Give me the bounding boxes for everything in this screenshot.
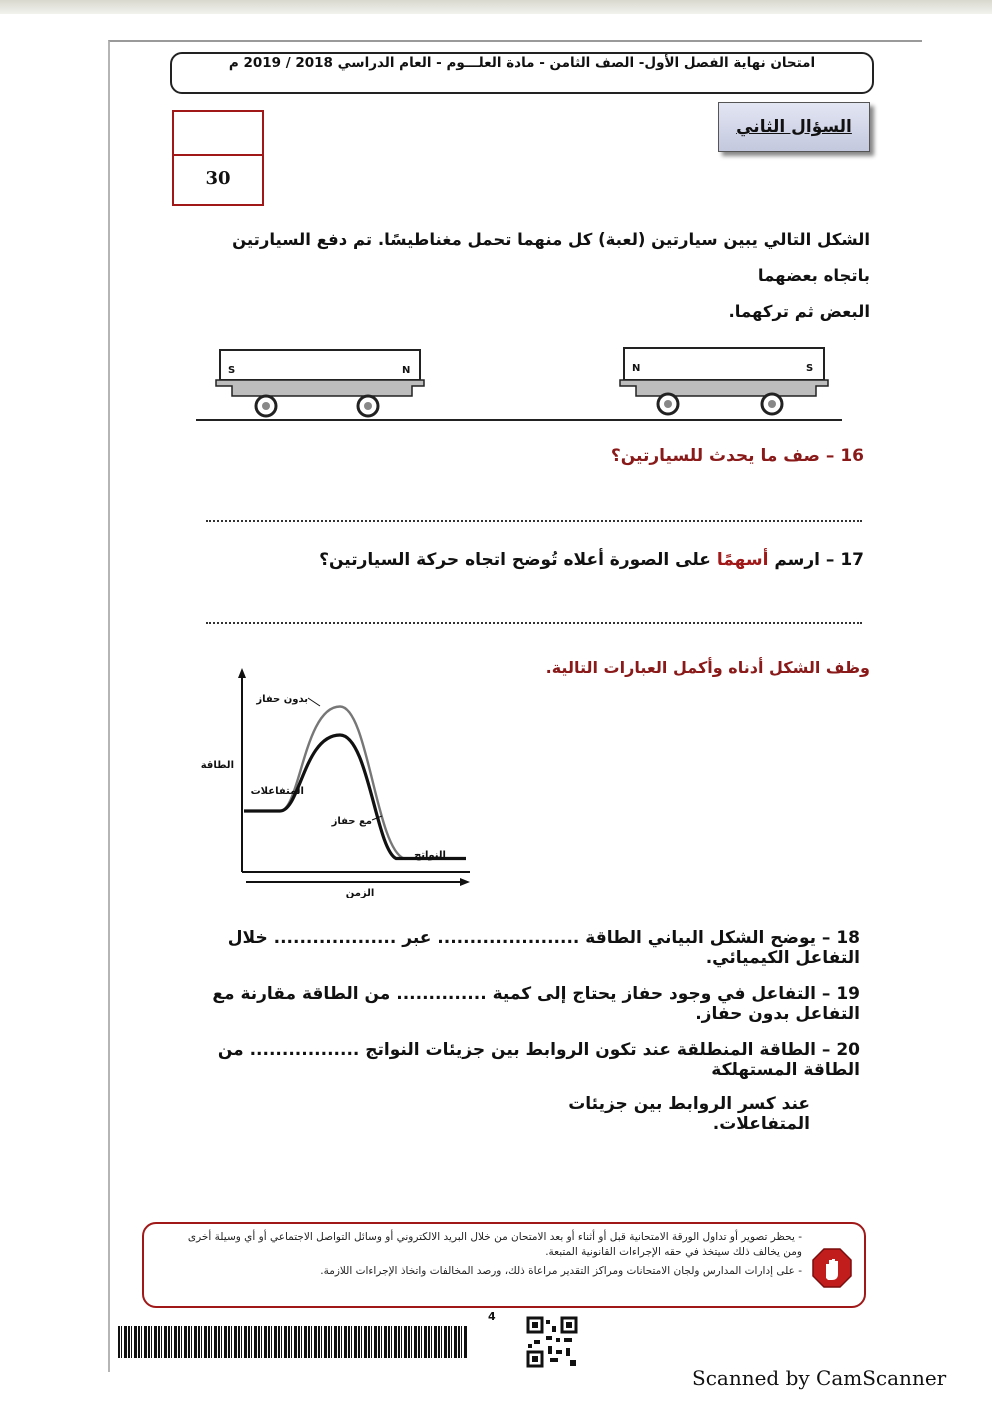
warning-line-1: - يحظر تصوير أو تداول الورقة الامتحانية قبل أو أثناء أو بعد الامتحان من خلال البريد الالكتروني أو وسائل التواصل الاجتماعي أو أي وسيلة أخرى	[187, 1231, 802, 1243]
answer-line-16[interactable]	[206, 520, 862, 522]
label-reactants: المتفاعلات	[250, 786, 304, 797]
warning-box	[142, 1222, 866, 1308]
energy-chart	[200, 668, 490, 898]
score-box	[172, 110, 264, 206]
qr-code-icon	[526, 1316, 578, 1368]
camscanner-footer: Scanned by CamScanner	[692, 1366, 947, 1390]
label-no-catalyst: بدون حفاز	[256, 694, 308, 705]
intro-line-2: البعض ثم تركهما.	[728, 302, 870, 321]
warning-text	[162, 1230, 802, 1279]
question-20-continued: عند كسر الروابط بين جزيئات المتفاعلات.	[568, 1094, 810, 1134]
score-total: 30	[205, 168, 231, 189]
stop-hand-icon	[812, 1248, 852, 1288]
no-catalyst-pointer	[308, 698, 320, 706]
time-arrow-head	[460, 878, 470, 886]
intro-paragraph	[200, 222, 870, 330]
question-17	[200, 550, 864, 570]
y-axis-arrow	[238, 668, 246, 678]
right-car-hub-1	[664, 400, 672, 408]
left-car-hub-1	[262, 402, 270, 410]
right-car-magnet	[624, 348, 824, 380]
right-car-body	[620, 380, 828, 396]
right-car-pole-right: S	[806, 363, 814, 374]
label-with-catalyst: مع حفاز	[331, 816, 372, 827]
intro-line-1: الشكل التالي يبين سيارتين (لعبة) كل منهما تحمل مغناطيسًا. تم دفع السيارتين باتجاه بعضهما	[232, 230, 870, 285]
question-17-part-2: على الصورة أعلاه تُوضح اتجاه حركة السيارتين؟	[319, 550, 717, 570]
instruction-text: وظف الشكل أدناه وأكمل العبارات التالية.	[545, 658, 870, 677]
exam-header-text: امتحان نهاية الفصل الأول- الصف الثامن - مادة العلـــوم - العام الدراسي 2018 / 2019 م	[228, 55, 816, 71]
magnet-cars-illustration	[196, 340, 842, 426]
left-car-hub-2	[364, 402, 372, 410]
curve-no-catalyst	[244, 707, 466, 859]
right-car-pole-left: N	[632, 363, 641, 374]
page-number: 4	[488, 1310, 496, 1323]
question-17-arrows-word: أسهمًا	[716, 550, 769, 570]
barcode	[118, 1326, 468, 1358]
question-20: 20 – الطاقة المنطلقة عند تكون الروابط بين جزيئات النواتج ................. من الطاقة المستهلكة	[217, 1040, 860, 1080]
right-car	[620, 348, 828, 414]
question-title: السؤال الثاني	[718, 102, 870, 152]
right-car-hub-2	[768, 400, 776, 408]
question-18: 18 – يوضح الشكل البياني الطاقة ...................... عبر ................... خلال التفاعل الكيميائي.	[227, 928, 860, 968]
label-products: النواتج	[414, 850, 446, 861]
left-car-body	[216, 380, 424, 396]
warning-line-3: - على إدارات المدارس ولجان الامتحانات ومراكز التقدير مراعاة ذلك، ورصد المخالفات واتخاذ الإجراءات اللازمة.	[320, 1265, 802, 1277]
exam-header	[170, 52, 874, 94]
left-car-pole-left: S	[228, 365, 236, 376]
question-16: 16 – صف ما يحدث للسيارتين؟	[610, 446, 864, 466]
left-car-pole-right: N	[402, 365, 411, 376]
scan-edge	[0, 0, 992, 14]
warning-line-2: ومن يخالف ذلك سيتخذ في حقه الإجراءات القانونية المتبعة.	[545, 1246, 802, 1258]
left-car	[216, 350, 424, 416]
score-blank-cell[interactable]	[174, 112, 262, 156]
label-energy: الطاقة	[200, 760, 234, 771]
label-time: الزمن	[345, 888, 375, 898]
left-car-magnet	[220, 350, 420, 380]
question-19: 19 – التفاعل في وجود حفاز يحتاج إلى كمية .............. من الطاقة مقارنة مع التفاعل بدون حفاز.	[212, 984, 860, 1024]
question-17-part-1: 17 – ارسم	[768, 550, 864, 570]
answer-line-17[interactable]	[206, 622, 862, 624]
